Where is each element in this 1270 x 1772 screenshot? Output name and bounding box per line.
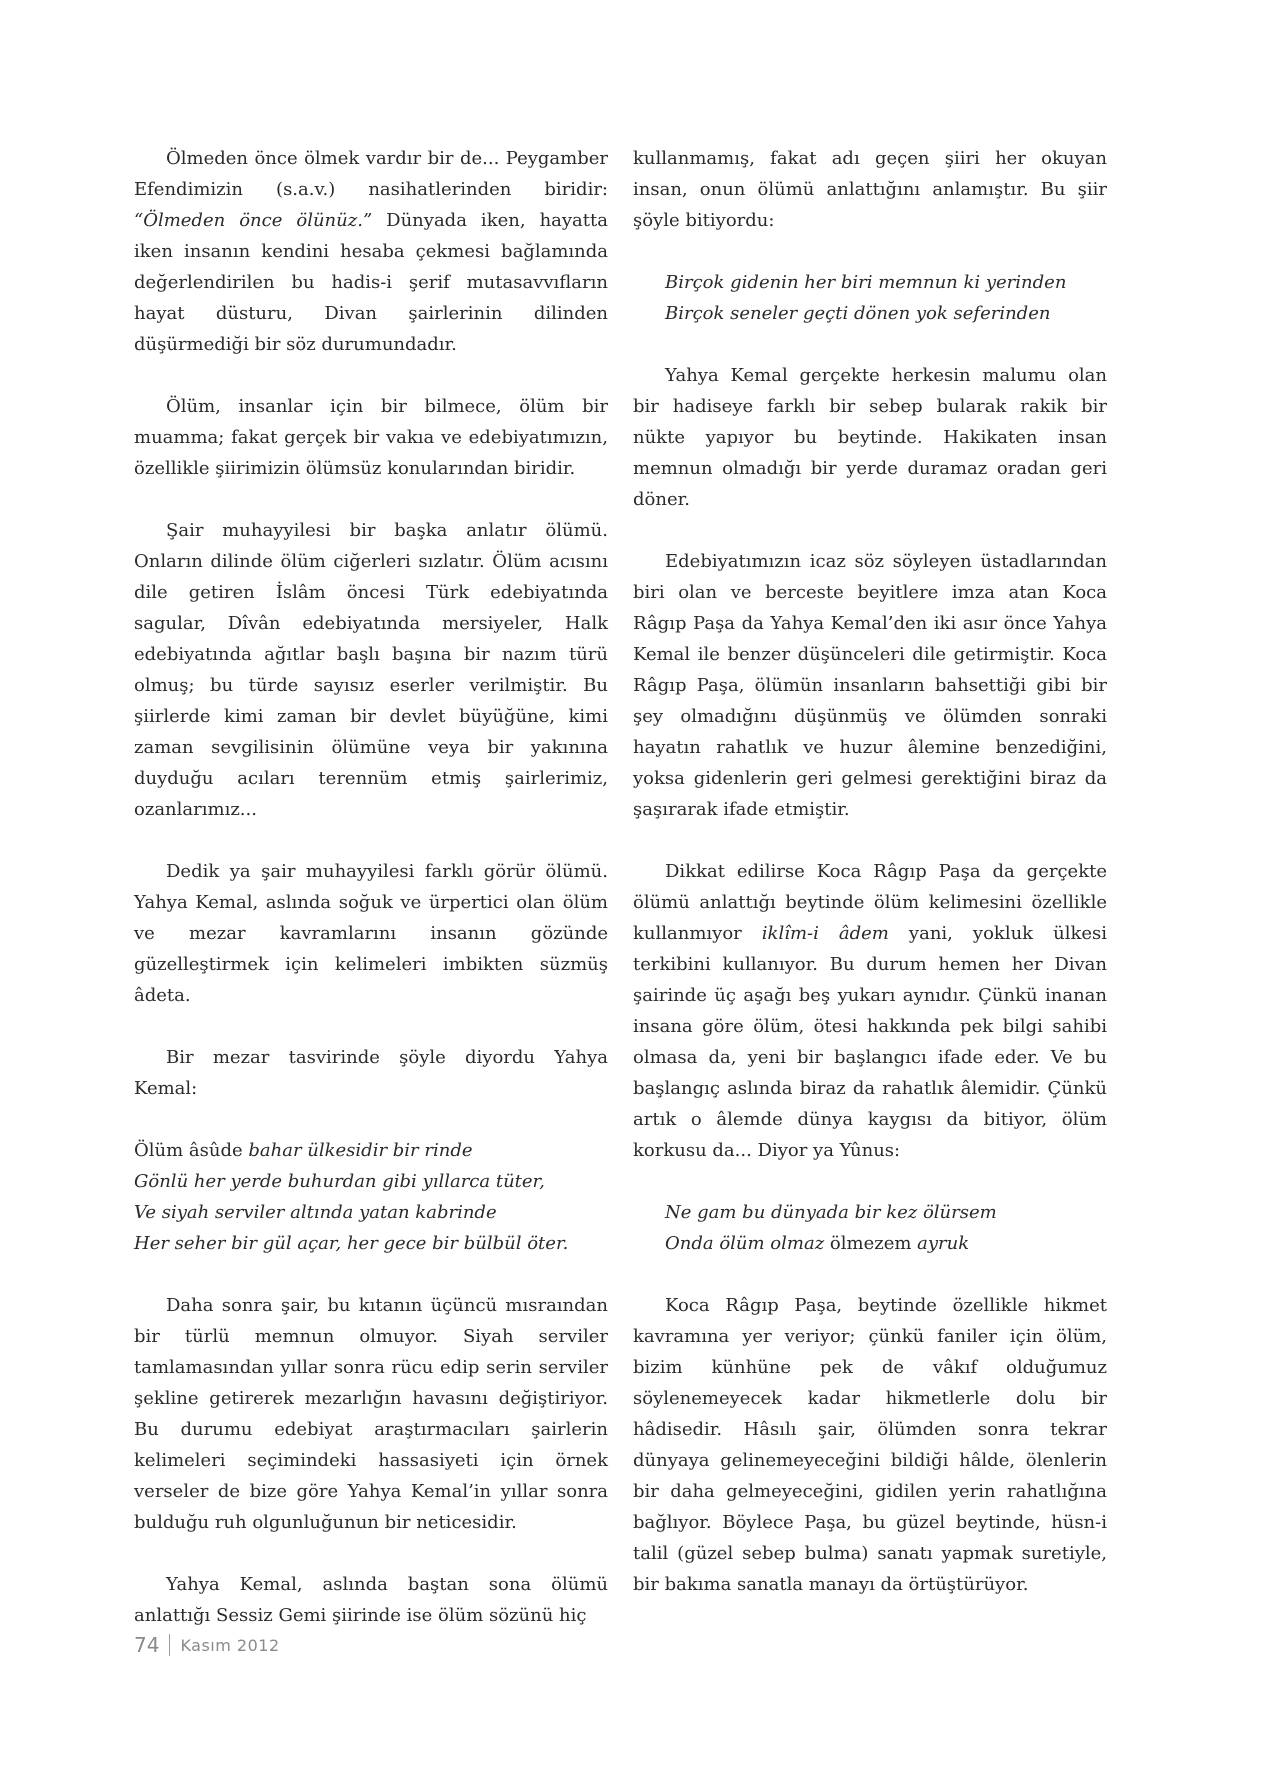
paragraph: Dikkat edilirse Koca Râgıp Paşa da gerçekte ölümü anlattığı beytinde ölüm kelimesini özellikle kullanmıyor iklîm-i âdem yani, yokluk ülkesi terkibini kullanıyor. Bu durum hemen her Divan şairinde üç aşağı beş yukarı aynıdır. Çünkü inanan insana göre ölüm, ötesi hakkında pek bilgi sahibi olmasa da, yeni bir başlangıcı ifade eder. Ve bu başlangıç aslında biraz da rahatlık âlemidir. Çünkü artık o âlemde dünya kaygısı da bitiyor, ölüm korkusu da... Diyor ya Yûnus:: [633, 861, 1108, 1161]
verse-line: Ve siyah serviler altında yatan kabrinde: [134, 1202, 497, 1223]
paragraph: Dedik ya şair muhayyilesi farklı görür ölümü. Yahya Kemal, aslında soğuk ve ürpertici olan ölüm ve mezar kavramlarını insanın gözünde güzelleştirmek için kelimeleri imbikten süzmüş âdeta.: [134, 861, 608, 1006]
page-footer: [134, 1633, 280, 1657]
emphasized-term: iklîm-i âdem: [761, 923, 889, 944]
paragraph: Yahya Kemal, aslında baştan sona ölümü anlattığı Sessiz Gemi şiirinde ise ölüm sözünü hiç: [134, 1574, 608, 1626]
verse-line: Ölüm âsûde bahar ülkesidir bir rinde: [134, 1140, 473, 1161]
verse-block: [134, 1135, 608, 1259]
paragraph: Bir mezar tasvirinde şöyle diyordu Yahya Kemal:: [134, 1047, 608, 1099]
paragraph: Ölmeden önce ölmek vardır bir de... Peygamber Efendimizin (s.a.v.) nasihatlerinden biridir: “Ölmeden önce ölünüz.” Dünyada iken, hayatta iken insanın kendini hesaba çekmesi bağlamında değerlendirilen bu hadis-i şerif mutasavvıfların hayat düsturu, Divan şairlerinin dilinden düşürmediği bir söz durumundadır.: [134, 148, 608, 355]
page-number: 74: [134, 1633, 160, 1657]
verse-line: Onda ölüm olmaz ölmezem ayruk: [665, 1233, 970, 1254]
verse-line: Birçok gidenin her biri memnun ki yerinden: [665, 272, 1067, 293]
paragraph: Daha sonra şair, bu kıtanın üçüncü mısraından bir türlü memnun olmuyor. Siyah serviler tamlamasından yıllar sonra rücu edip serin serviler şekline getirerek mezarlığın havasını değiştiriyor. Bu durumu edebiyat araştırmacıları şairlerin kelimeleri seçimindeki hassasiyeti için örnek verseler de bize göre Yahya Kemal’in yıllar sonra bulduğu ruh olgunluğunun bir neticesidir.: [134, 1295, 608, 1533]
paragraph: Yahya Kemal gerçekte herkesin malumu olan bir hadiseye farklı bir sebep bularak rakik bir nükte yapıyor bu beytinde. Hakikaten insan memnun olmadığı bir yerde duramaz oradan geri döner.: [633, 365, 1107, 510]
verse-line: Birçok seneler geçti dönen yok seferinden: [665, 303, 1051, 324]
verse-line: Her seher bir gül açar, her gece bir bülbül öter.: [134, 1233, 569, 1254]
verse-block: [633, 1197, 1107, 1259]
issue-date: Kasım 2012: [180, 1635, 280, 1655]
paragraph: Koca Râgıp Paşa, beytinde özellikle hikmet kavramına yer veriyor; çünkü faniler için ölüm, bizim künhüne pek de vâkıf olduğumuz söylenemeyecek kadar hikmetlerle dolu bir hâdisedir. Hâsılı şair, ölümden sonra tekrar dünyaya gelinemeyeceğini bildiği hâlde, ölenlerin bir daha gelmeyeceğini, gidilen yerin rahatlığına bağlıyor. Böylece Paşa, bu güzel beytinde, hüsn-i talil (güzel sebep bulma) sanatı yapmak suretiyle, bir bakıma sanatla manayı da örtüştürüyor.: [633, 1295, 1107, 1595]
right-column: [633, 143, 1107, 1600]
verse-line: Ne gam bu dünyada bir kez ölürsem: [665, 1202, 997, 1223]
hadith-quote: “Ölmeden önce ölünüz.”: [134, 210, 373, 231]
footer-divider: [169, 1634, 170, 1656]
paragraph: Şair muhayyilesi bir başka anlatır ölümü. Onların dilinde ölüm ciğerleri sızlatır. Ölüm acısını dile getiren İslâm öncesi Türk edebiyatında sagular, Dîvân edebiyatında mersiyeler, Halk edebiyatında ağıtlar başlı başına bir nazım türü olmuş; bu türde sayısız eserler verilmiştir. Bu şiirlerde kimi zaman bir devlet büyüğüne, kimi zaman sevgilisinin ölümüne veya bir yakınına duyduğu acıları terennüm etmiş şairlerimiz, ozanlarımız...: [134, 520, 608, 820]
paragraph: Edebiyatımızın icaz söz söyleyen üstadlarından biri olan ve berceste beyitlere imza atan Koca Râgıp Paşa da Yahya Kemal’den iki asır önce Yahya Kemal ile benzer düşünceleri dile getirmiştir. Koca Râgıp Paşa, ölümün insanların bahsettiği gibi bir şey olmadığını düşünmüş ve ölümden sonraki hayatın rahatlık ve huzur âlemine benzediğini, yoksa gidenlerin geri gelmesi gerektiğini biraz da şaşırarak ifade etmiştir.: [633, 551, 1107, 820]
verse-block: [633, 267, 1107, 329]
verse-line: Gönlü her yerde buhurdan gibi yıllarca tüter,: [134, 1171, 545, 1192]
paragraph: Ölüm, insanlar için bir bilmece, ölüm bir muamma; fakat gerçek bir vakıa ve edebiyatımızın, özellikle şiirimizin ölümsüz konularından biridir.: [134, 396, 608, 479]
left-column: [134, 143, 608, 1631]
paragraph: kullanmamış, fakat adı geçen şiiri her okuyan insan, onun ölümü anlattığını anlamıştır. Bu şiir şöyle bitiyordu:: [633, 148, 1107, 231]
